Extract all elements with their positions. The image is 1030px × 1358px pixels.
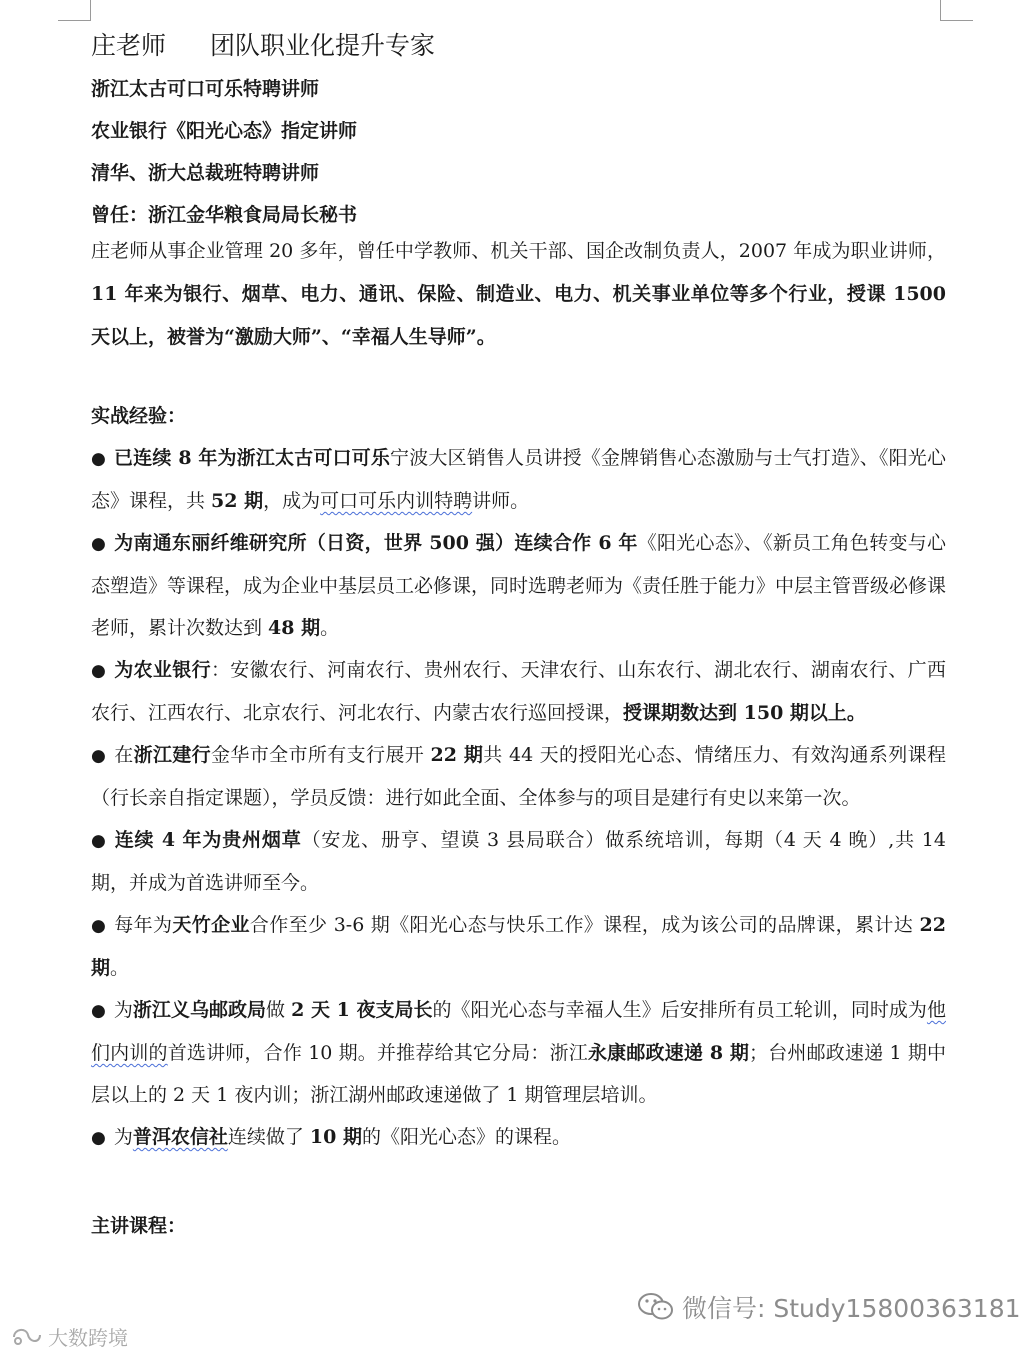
brand-name: 大数跨境 — [48, 1326, 128, 1350]
experience-item: ● 为南通东丽纤维研究所（日资，世界 500 强）连续合作 6 年《阳光心态》、《新员工角色转变与心态塑造》等课程，成为企业中基层员工必修课，同时选聘老师为《责任胜于能力》中层主管晋级必修课老师，累计次数达到 48 期。 — [91, 532, 947, 639]
credential-line: 清华、浙大总裁班特聘讲师 — [91, 162, 320, 184]
experience-item: ● 为普洱农信社连续做了 10 期的《阳光心态》的课程。 — [91, 1126, 571, 1148]
bullet-icon: ● — [91, 1001, 106, 1021]
bullet-icon: ● — [91, 831, 107, 851]
wechat-watermark — [636, 1289, 1021, 1325]
teacher-title: 团队职业化提升专家 — [210, 31, 436, 60]
experience-item: ● 为农业银行：安徽农行、河南农行、贵州农行、天津农行、山东农行、湖北农行、湖南农行、广西农行、江西农行、北京农行、河北农行、内蒙古农行巡回授课，授课期数达到 150 期以上。 — [91, 659, 946, 724]
credential-line: 浙江太古可口可乐特聘讲师 — [91, 78, 320, 100]
experience-item: ● 为浙江义乌邮政局做 2 天 1 夜支局长的《阳光心态与幸福人生》后安排所有员工轮训，同时成为他们内训的首选讲师，合作 10 期。并推荐给其它分局：浙江永康邮政速递 8 期；台州邮政速递 1 期中层以上的 2 天 1 夜内训；浙江湖州邮政速递做了 1 期管理层培训。 — [91, 999, 946, 1106]
courses-heading: 主讲课程： — [91, 1215, 187, 1237]
bullet-icon: ● — [91, 916, 107, 936]
intro-paragraph: 庄老师从事企业管理 20 多年，曾任中学教师、机关干部、国企改制负责人，2007 年成为职业讲师，11 年来为银行、烟草、电力、通讯、保险、制造业、电力、机关事业单位等多个行业，授课 1500 天以上，被誉为“激励大师”、“幸福人生导师”。 — [91, 240, 946, 348]
brand-logo-icon — [10, 1325, 44, 1349]
wechat-icon — [636, 1291, 676, 1323]
bullet-icon: ● — [91, 661, 107, 681]
bullet-icon: ● — [91, 449, 107, 469]
page-title — [91, 24, 946, 68]
page-corner-mark-left — [58, 0, 91, 21]
bullet-icon: ● — [91, 534, 107, 554]
credential-line: 曾任：浙江金华粮食局局长秘书 — [91, 204, 358, 226]
experience-item: ● 已连续 8 年为浙江太古可口可乐宁波大区销售人员讲授《金牌销售心态激励与士气打造》、《阳光心态》课程，共 52 期，成为可口可乐内训特聘讲师。 — [91, 447, 946, 512]
credential-line: 农业银行《阳光心态》指定讲师 — [91, 120, 358, 142]
bullet-icon: ● — [91, 1128, 106, 1148]
document-body — [91, 24, 946, 1247]
wechat-id: 微信号: Study15800363181 — [682, 1294, 1021, 1323]
brand-watermark — [10, 1322, 128, 1351]
experience-item: ● 连续 4 年为贵州烟草（安龙、册亨、望谟 3 县局联合）做系统培训，每期（4 天 4 晚）,共 14 期，并成为首选讲师至今。 — [91, 829, 946, 894]
experience-heading: 实战经验： — [91, 405, 187, 427]
teacher-name: 庄老师 — [91, 31, 167, 60]
experience-item: ● 每年为天竹企业合作至少 3-6 期《阳光心态与快乐工作》课程，成为该公司的品牌课，累计达 22 期。 — [91, 914, 946, 979]
experience-item: ● 在浙江建行金华市全市所有支行展开 22 期共 44 天的授阳光心态、情绪压力、有效沟通系列课程（行长亲自指定课题），学员反馈：进行如此全面、全体参与的项目是建行有史以来第一次。 — [91, 744, 946, 809]
page-corner-mark-right — [940, 0, 973, 21]
bullet-icon: ● — [91, 746, 107, 766]
